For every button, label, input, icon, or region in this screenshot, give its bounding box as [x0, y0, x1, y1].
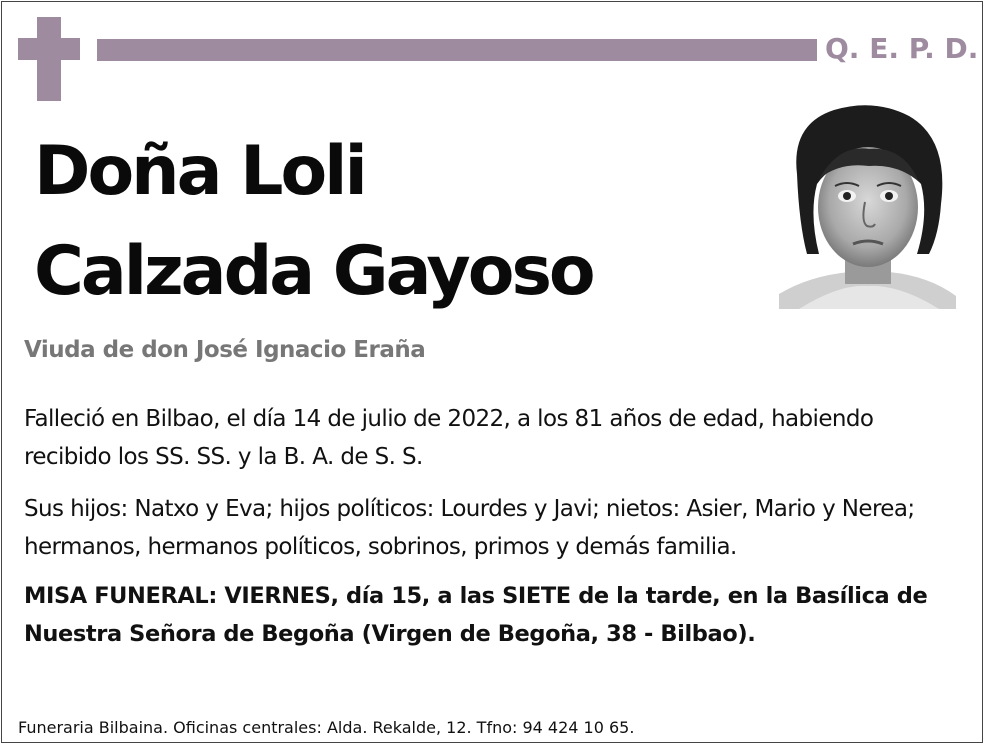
family-list: Sus hijos: Natxo y Eva; hijos políticos: Lourdes y Javi; nietos: Asier, Mario y Nerea; hermanos, hermanos políticos, sobrinos, primos y demás familia.: [24, 496, 915, 560]
portrait-photo: [779, 104, 956, 309]
cross-icon: [18, 17, 80, 101]
widow-subtitle: Viuda de don José Ignacio Eraña: [24, 337, 426, 363]
death-announcement: Falleció en Bilbao, el día 14 de julio de 2022, a los 81 años de edad, habiendo recibido los SS. SS. y la B. A. de S. S.: [24, 406, 874, 470]
name-line-2: Calzada Gayoso: [34, 232, 593, 311]
funeral-mass-notice: MISA FUNERAL: VIERNES, día 15, a las SIETE de la tarde, en la Basílica de Nuestra Señora de Begoña (Virgen de Begoña, 38 - Bilbao).: [24, 583, 928, 647]
funeral-home-footer: Funeraria Bilbaina. Oficinas centrales: Alda. Rekalde, 12. Tfno: 94 424 10 65.: [18, 718, 635, 737]
name-line-1: Doña Loli: [34, 132, 365, 211]
header-rule: [97, 39, 817, 61]
qepd-label: Q. E. P. D.: [825, 32, 979, 65]
